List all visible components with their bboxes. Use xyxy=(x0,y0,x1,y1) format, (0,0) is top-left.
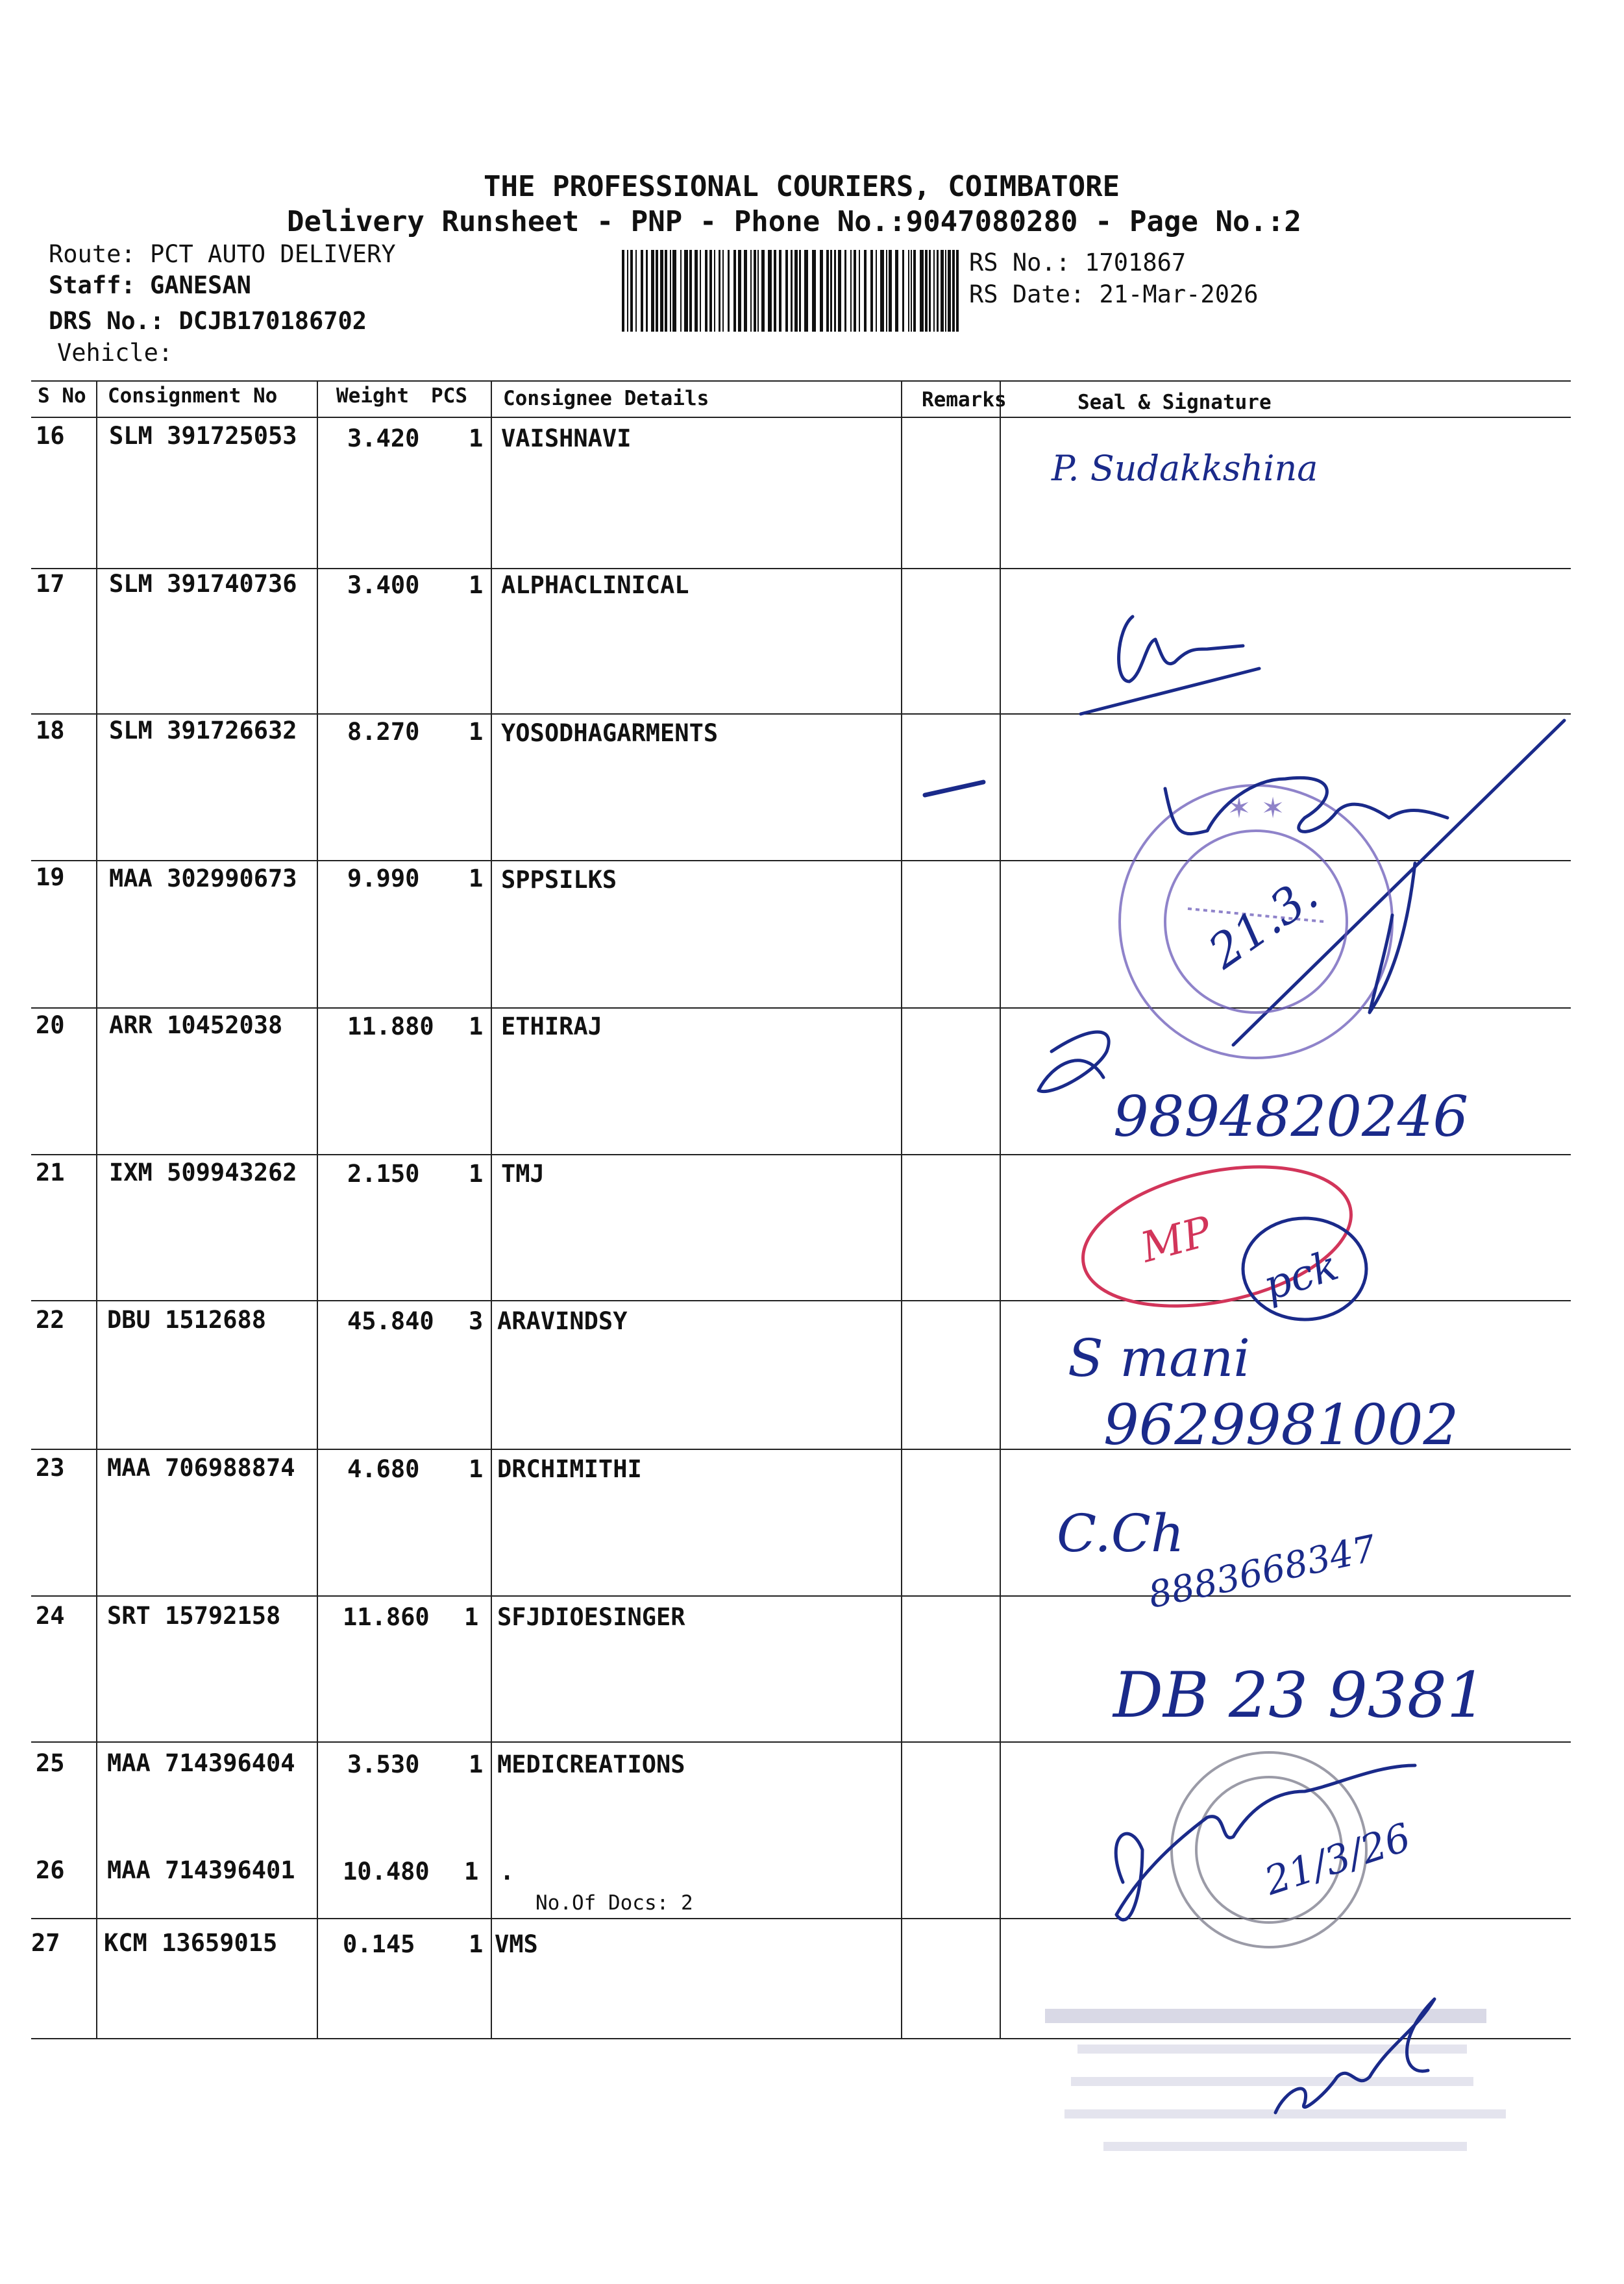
row-27-pcs: 1 xyxy=(469,1930,484,1958)
row-21-sno: 21 xyxy=(36,1159,65,1186)
row-21-pcs: 1 xyxy=(469,1160,484,1188)
remarks-dash-row-18 xyxy=(925,782,983,795)
company-title: THE PROFESSIONAL COURIERS, COIMBATORE xyxy=(484,170,1120,203)
row-23-sno: 23 xyxy=(36,1454,65,1482)
row-25-consignment: MAA 714396404 xyxy=(107,1749,295,1777)
docs-note: No.Of Docs: 2 xyxy=(535,1891,693,1915)
row-24-weight: 11.860 xyxy=(343,1603,430,1631)
route-value: PCT AUTO DELIVERY xyxy=(149,240,396,268)
row-22-consignee: ARAVINDSY xyxy=(497,1307,628,1335)
row-19-consignment: MAA 302990673 xyxy=(109,865,297,892)
row-27-consignee: VMS xyxy=(495,1930,538,1958)
mark-row-24: DB 23 9381 xyxy=(1113,1659,1487,1732)
red-mark-text: MP xyxy=(1136,1207,1217,1273)
phone-row-22: 9629981002 xyxy=(1103,1393,1459,1458)
col-remarks-header: Remarks xyxy=(922,388,1007,411)
row-17-sno: 17 xyxy=(36,570,65,598)
row-16-sno: 16 xyxy=(36,422,65,450)
row-16-pcs: 1 xyxy=(469,424,484,452)
name-row-22: S mani xyxy=(1068,1328,1250,1388)
row-20-weight: 11.880 xyxy=(347,1013,434,1040)
route-label: Route: xyxy=(49,240,136,268)
row-26-consignment: MAA 714396401 xyxy=(107,1856,295,1884)
row-22-pcs: 3 xyxy=(469,1307,484,1335)
row-21-weight: 2.150 xyxy=(347,1160,420,1188)
row-17-pcs: 1 xyxy=(469,571,484,599)
row-19-pcs: 1 xyxy=(469,865,484,892)
row-21-consignee: TMJ xyxy=(501,1160,545,1188)
svg-text:✶ ✶: ✶ ✶ xyxy=(1227,792,1285,825)
rs-no-label: RS No.: xyxy=(969,249,1070,276)
staff-label: Staff: xyxy=(49,271,136,299)
row-25-pcs: 1 xyxy=(469,1750,484,1778)
row-20-pcs: 1 xyxy=(469,1013,484,1040)
row-19-weight: 9.990 xyxy=(347,865,420,892)
row-24-consignee: SFJDIOESINGER xyxy=(497,1603,685,1631)
runsheet-subtitle: Delivery Runsheet - PNP - Phone No.:9047080280 - Page No.:2 xyxy=(287,205,1301,238)
row-27-consignment: KCM 13659015 xyxy=(104,1929,278,1957)
row-26-weight: 10.480 xyxy=(343,1858,430,1885)
row-17-consignment: SLM 391740736 xyxy=(109,570,297,598)
row-17-weight: 3.400 xyxy=(347,571,420,599)
rs-no-value: 1701867 xyxy=(1085,249,1187,276)
row-16-consignment: SLM 391725053 xyxy=(109,422,297,450)
row-20-sno: 20 xyxy=(36,1011,65,1039)
row-20-consignment: ARR 10452038 xyxy=(109,1011,283,1039)
date-row-25: 21/3/26 xyxy=(1259,1814,1416,1904)
rs-date-value: 21-Mar-2026 xyxy=(1099,280,1259,308)
row-27-sno: 27 xyxy=(31,1929,60,1957)
signature-row-20 xyxy=(1039,1032,1109,1092)
row-22-consignment: DBU 1512688 xyxy=(107,1306,267,1334)
col-consignment-header: Consignment No xyxy=(108,384,278,408)
row-25-weight: 3.530 xyxy=(347,1750,420,1778)
row-21-consignment: IXM 509943262 xyxy=(109,1159,297,1186)
row-23-consignment: MAA 706988874 xyxy=(107,1454,295,1482)
row-27-weight: 0.145 xyxy=(343,1930,415,1958)
row-16-consignee: VAISHNAVI xyxy=(501,424,632,452)
staff-value: GANESAN xyxy=(149,271,251,299)
row-25-sno: 25 xyxy=(36,1749,65,1777)
col-sno-header: S No xyxy=(38,384,86,408)
phone-row-23: 8883668347 xyxy=(1144,1527,1380,1617)
row-23-weight: 4.680 xyxy=(347,1455,420,1483)
signature-row-16: P. Sudakkshina xyxy=(1052,448,1318,489)
seal-date-row-19: 21.3. xyxy=(1198,866,1328,979)
row-26-pcs: 1 xyxy=(464,1858,479,1885)
row-22-weight: 45.840 xyxy=(347,1307,434,1335)
drs-label: DRS No.: xyxy=(49,307,165,335)
drs-value: DCJB170186702 xyxy=(178,307,367,335)
row-25-consignee: MEDICREATIONS xyxy=(497,1750,685,1778)
row-18-consignment: SLM 391726632 xyxy=(109,717,297,744)
row-23-consignee: DRCHIMITHI xyxy=(497,1455,642,1483)
row-26-sno: 26 xyxy=(36,1856,65,1884)
vehicle-label: Vehicle: xyxy=(57,339,173,367)
row-26-consignee: . xyxy=(500,1858,515,1885)
row-24-consignment: SRT 15792158 xyxy=(107,1602,281,1630)
row-17-consignee: ALPHACLINICAL xyxy=(501,571,689,599)
row-18-sno: 18 xyxy=(36,717,65,744)
row-19-consignee: SPPSILKS xyxy=(501,866,617,894)
col-pcs-header: PCS xyxy=(431,384,467,408)
row-24-pcs: 1 xyxy=(464,1603,479,1631)
row-16-weight: 3.420 xyxy=(347,424,420,452)
row-18-pcs: 1 xyxy=(469,718,484,746)
rs-date-label: RS Date: xyxy=(969,280,1085,308)
row-18-consignee: YOSODHAGARMENTS xyxy=(501,719,719,747)
col-consignee-header: Consignee Details xyxy=(503,387,709,410)
row-19-sno: 19 xyxy=(36,863,65,891)
pck-text: pck xyxy=(1257,1241,1344,1311)
col-weight-header: Weight xyxy=(336,384,409,408)
signature-row-23: C.Ch xyxy=(1057,1503,1185,1564)
faded-stamp-row-27 xyxy=(1045,2009,1506,2151)
row-22-sno: 22 xyxy=(36,1306,65,1334)
row-18-weight: 8.270 xyxy=(347,718,420,746)
row-23-pcs: 1 xyxy=(469,1455,484,1483)
signature-row-17 xyxy=(1081,617,1259,714)
col-seal-header: Seal & Signature xyxy=(1077,391,1272,414)
red-circle-mark xyxy=(1070,1145,1364,1329)
phone-row-20: 9894820246 xyxy=(1113,1085,1469,1149)
row-24-sno: 24 xyxy=(36,1602,65,1630)
row-20-consignee: ETHIRAJ xyxy=(501,1013,602,1040)
